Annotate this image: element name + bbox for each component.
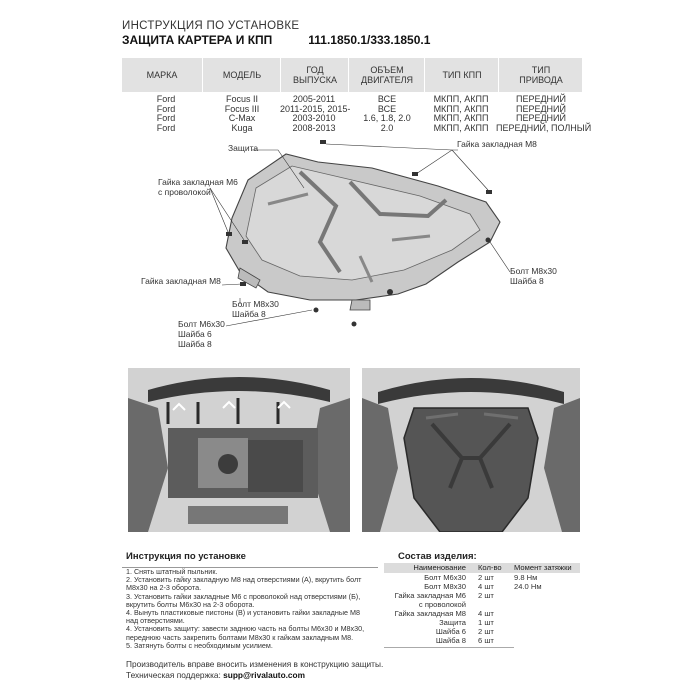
bolt-m8-marker — [314, 308, 319, 313]
underbody-after-drawing — [362, 368, 580, 532]
component-qty: 2 шт — [478, 591, 494, 600]
component-name: Шайба 8 — [435, 636, 466, 645]
components-title: Состав изделия: — [398, 551, 477, 562]
leader-nut-m8-top — [416, 150, 458, 174]
leader-nut-m8-top-3 — [326, 144, 452, 150]
product-name: ЗАЩИТА КАРТЕРА И КПП — [122, 33, 273, 47]
drive-cell: ПЕРЕДНИЙ — [515, 113, 566, 124]
instruction-step: переднюю часть закрепить болтами М8х30 к гайкам закладным М8. — [126, 632, 354, 642]
header-drive: ТИП ПРИВОДА — [498, 58, 583, 92]
support-label: Техническая поддержка: — [126, 670, 224, 680]
photo-after-installation — [362, 368, 580, 532]
guard-drawing — [0, 132, 700, 362]
support-email[interactable]: supp@rivalauto.com — [223, 670, 305, 680]
header-model: МОДЕЛЬ — [202, 58, 281, 92]
underbody-before-drawing — [128, 368, 350, 532]
year-cell: 2003-2010 — [292, 113, 336, 124]
drive-cell: ПЕРЕДНИЙ — [515, 103, 566, 114]
leader-nut-m8-left — [222, 284, 242, 285]
model-cell: Focus III — [224, 103, 260, 114]
spec-table-header — [122, 58, 582, 92]
callout-nut-m8-top: Гайка закладная М8 — [457, 139, 537, 149]
gearbox-cell: МКПП, АКПП — [433, 113, 489, 124]
component-name: Защита — [439, 618, 466, 627]
instructions-list — [122, 567, 378, 652]
component-name: Болт М6х30 — [424, 573, 466, 582]
component-row — [384, 637, 580, 646]
instruction-step: 1. Снять штатный пыльник. — [126, 567, 218, 576]
header-qty: Кол-во — [478, 563, 502, 572]
gearbox-cell: МКПП, АКПП — [433, 123, 489, 134]
callout-bolt-m6-line2: Шайба 6 — [178, 329, 212, 339]
component-torque: 24.0 Нм — [514, 582, 542, 591]
component-name: Шайба 6 — [435, 627, 466, 636]
header-year: ГОД ВЫПУСКА — [280, 58, 349, 92]
component-name: Гайка закладная М6 — [394, 591, 466, 600]
vehicle-spec-table — [122, 58, 592, 134]
engine-cell: ВСЕ — [377, 94, 397, 104]
header-gearbox: ТИП КПП — [424, 58, 499, 92]
brand-column — [146, 95, 186, 134]
instruction-step: 4. Установить защиту: завести заднюю часть на болты М6х30 и М8х30, — [126, 624, 365, 634]
instruction-step: 3. Установить гайки закладные М6 с проволокой над отверстиями (Б), — [126, 591, 361, 601]
model-cell: Focus II — [225, 94, 258, 104]
instruction-step: 2. Установить гайку закладную М8 над отверстиями (А), вкрутить болт — [126, 575, 362, 585]
instruction-step: 5. Затянуть болты с необходимым усилием. — [126, 640, 273, 650]
gearbox-cell: МКПП, АКПП — [433, 103, 489, 114]
component-qty: 4 шт — [478, 609, 494, 618]
document-subtitle: ИНСТРУКЦИЯ ПО УСТАНОВКЕ — [122, 20, 300, 32]
engine-column — [352, 95, 422, 134]
engine-cell: 2.0 — [380, 123, 394, 134]
model-cell: C-Max — [228, 113, 256, 124]
header-torque: Момент затяжки — [514, 563, 572, 572]
photo-before-installation — [128, 368, 350, 532]
instruction-step: вкрутить болты М6х30 на 2-3 оборота. — [126, 599, 255, 609]
brand-cell: Ford — [156, 103, 176, 114]
component-qty: 1 шт — [478, 618, 494, 627]
component-qty: 2 шт — [478, 627, 494, 636]
instructions-title: Инструкция по установке — [126, 551, 246, 562]
model-column — [214, 95, 270, 134]
callout-bolt-m8-mid-line1: Болт М8х30 — [232, 299, 279, 309]
component-qty: 6 шт — [478, 636, 494, 645]
component-qty: 4 шт — [478, 582, 494, 591]
instruction-step: над отверстиями. — [126, 616, 185, 626]
component-name: Гайка закладная М8 — [394, 609, 466, 618]
components-bottom-rule — [384, 647, 514, 648]
callout-guard: Защита — [228, 143, 259, 153]
component-name: с проволокой — [418, 600, 466, 609]
component-name: Болт М8х30 — [424, 582, 466, 591]
exploded-installation-diagram — [0, 132, 700, 362]
gearbox-cell: МКПП, АКПП — [433, 94, 489, 104]
callout-bolt-m6-line3: Шайба 8 — [178, 339, 212, 349]
drive-cell: ПЕРЕДНИЙ, ПОЛНЫЙ — [496, 123, 592, 134]
bolt-m6-marker — [352, 322, 357, 327]
header-brand: МАРКА — [146, 70, 178, 80]
callout-nut-m6-line2: с проволокой — [158, 187, 211, 197]
year-column — [280, 94, 351, 134]
callout-nut-m6-line1: Гайка закладная М6 — [158, 177, 238, 187]
drive-column — [496, 94, 592, 134]
nut-m6-marker — [242, 240, 248, 244]
leader-nut-m6 — [210, 188, 228, 232]
engine-cell: ВСЕ — [377, 103, 397, 114]
model-cell: Kuga — [231, 123, 253, 134]
header-engine: ОБЪЕМ ДВИГАТЕЛЯ — [348, 58, 425, 92]
component-torque: 9.8 Нм — [514, 573, 538, 582]
year-cell: 2005-2011 — [292, 94, 336, 104]
brand-cell: Ford — [156, 113, 176, 124]
callout-bolt-m8-right-line2: Шайба 8 — [510, 276, 544, 286]
leader-nut-m8-top-2 — [452, 150, 488, 190]
nut-m6-marker — [226, 232, 232, 236]
bolt-m8-marker — [387, 289, 393, 295]
component-qty: 2 шт — [478, 573, 494, 582]
callout-nut-m8-left: Гайка закладная М8 — [141, 276, 221, 286]
component-row — [384, 592, 580, 601]
year-cell: 2011-2015, 2015- — [280, 103, 351, 114]
rear-tab-mid — [350, 300, 370, 310]
drive-cell: ПЕРЕДНИЙ — [515, 94, 566, 104]
components-header-row — [384, 563, 580, 573]
nut-m8-marker — [320, 140, 326, 144]
leader-bolt-m8-right — [490, 242, 510, 272]
brand-cell: Ford — [156, 123, 176, 134]
bolt-m8-marker — [486, 238, 491, 243]
header-name: Наименование — [413, 563, 466, 572]
nut-m8-marker — [486, 190, 492, 194]
callout-bolt-m8-mid-line2: Шайба 8 — [232, 309, 266, 319]
document-title — [122, 33, 430, 47]
callout-bolt-m8-right-line1: Болт М8х30 — [510, 266, 557, 276]
brand-cell: Ford — [156, 94, 176, 104]
product-code: 111.1850.1/333.1850.1 — [308, 33, 431, 47]
disclaimer-note: Производитель вправе вносить изменения в конструкцию защиты. — [126, 659, 384, 669]
instruction-step: М8х30 на 2-3 оборота. — [126, 583, 202, 593]
callout-bolt-m6-line1: Болт М6х30 — [178, 319, 225, 329]
nut-m8-marker — [412, 172, 418, 176]
instruction-step: 4. Вынуть пластиковые пистоны (В) и установить гайки закладные М8 — [126, 608, 360, 618]
support-line — [126, 670, 305, 680]
engine-cell: 1.6, 1.8, 2.0 — [363, 113, 411, 124]
gearbox-column — [428, 95, 494, 134]
year-cell: 2008-2013 — [292, 123, 336, 134]
